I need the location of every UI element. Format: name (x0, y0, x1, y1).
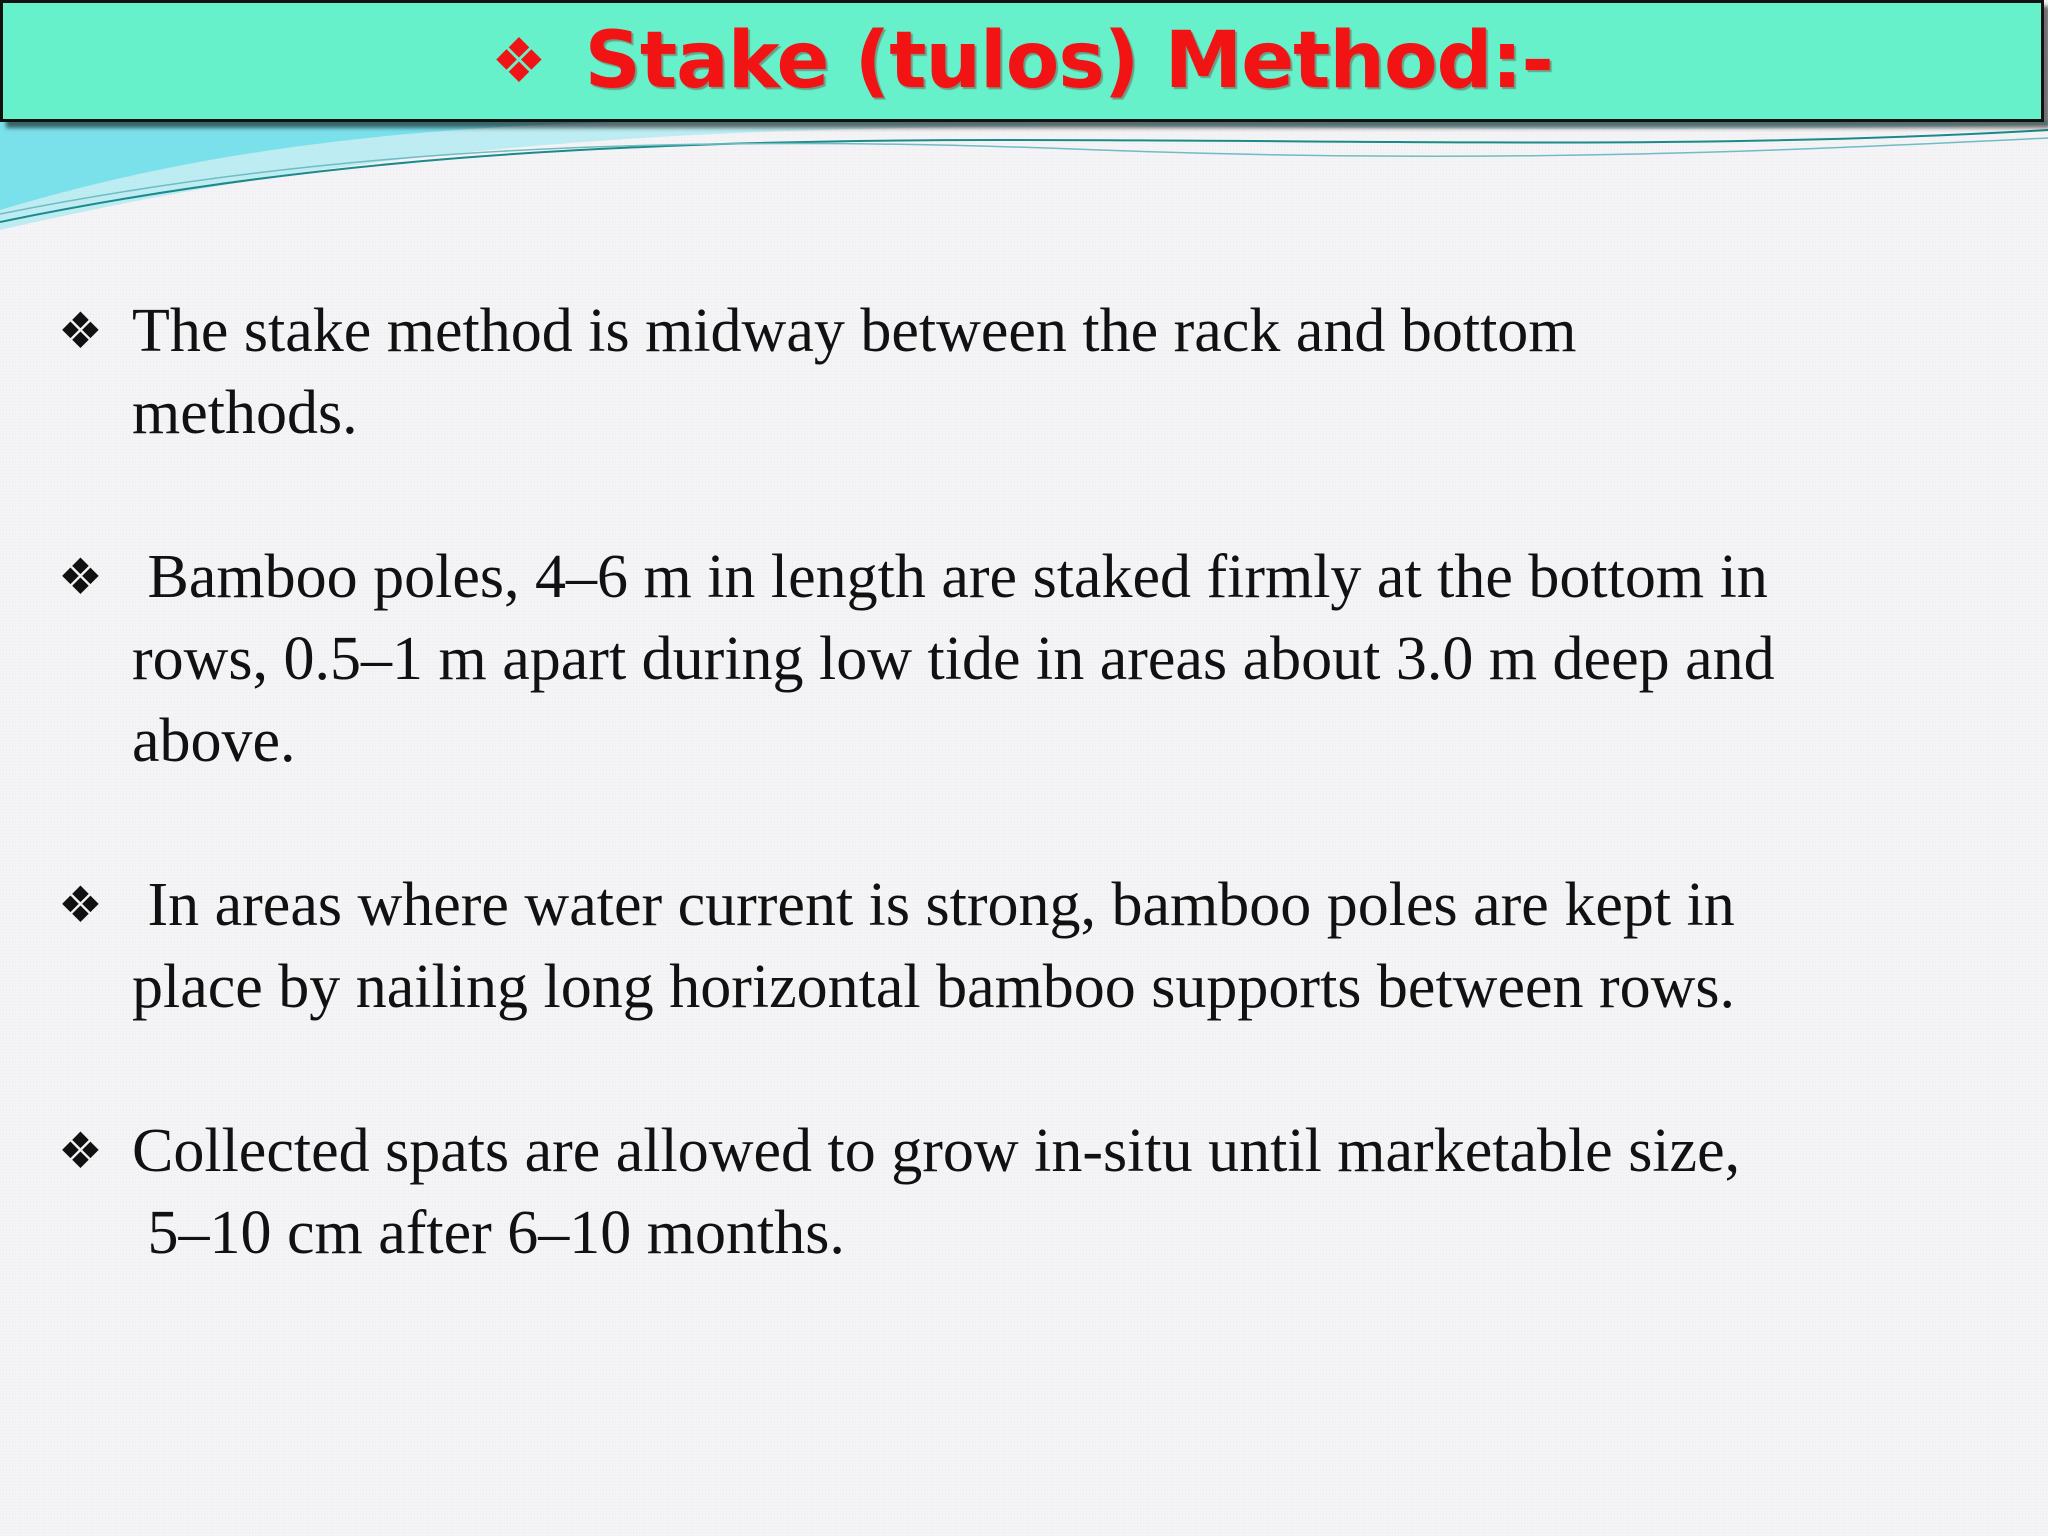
four-diamond-icon: ❖ (491, 28, 547, 96)
bullet-item (58, 1110, 1978, 1274)
bullet-line: rows, 0.5–1 m apart during low tide in areas about 3.0 m deep and (132, 625, 1775, 693)
bullet-item (58, 290, 1978, 454)
bullet-line: The stake method is midway between the rack and bottom (132, 297, 1577, 365)
bullet-item (58, 536, 1978, 782)
bullet-line: above. (132, 707, 296, 775)
bullet-line: 5–10 cm after 6–10 months. (132, 1199, 845, 1267)
four-diamond-icon: ❖ (58, 549, 103, 605)
page-title: Stake (tulos) Method:- (584, 16, 1553, 106)
four-diamond-icon: ❖ (58, 877, 103, 933)
bullet-line: Collected spats are allowed to grow in-situ until marketable size, (132, 1117, 1741, 1185)
four-diamond-icon: ❖ (58, 1123, 103, 1179)
bullet-item (58, 864, 1978, 1028)
four-diamond-icon: ❖ (58, 303, 103, 359)
bullet-list (58, 290, 1978, 1274)
bullet-line: Bamboo poles, 4–6 m in length are staked firmly at the bottom in (132, 543, 1768, 611)
title-bar (0, 0, 2044, 122)
bullet-line: methods. (132, 379, 358, 447)
bullet-line: In areas where water current is strong, bamboo poles are kept in (132, 871, 1735, 939)
bullet-line: place by nailing long horizontal bamboo supports between rows. (132, 953, 1736, 1021)
